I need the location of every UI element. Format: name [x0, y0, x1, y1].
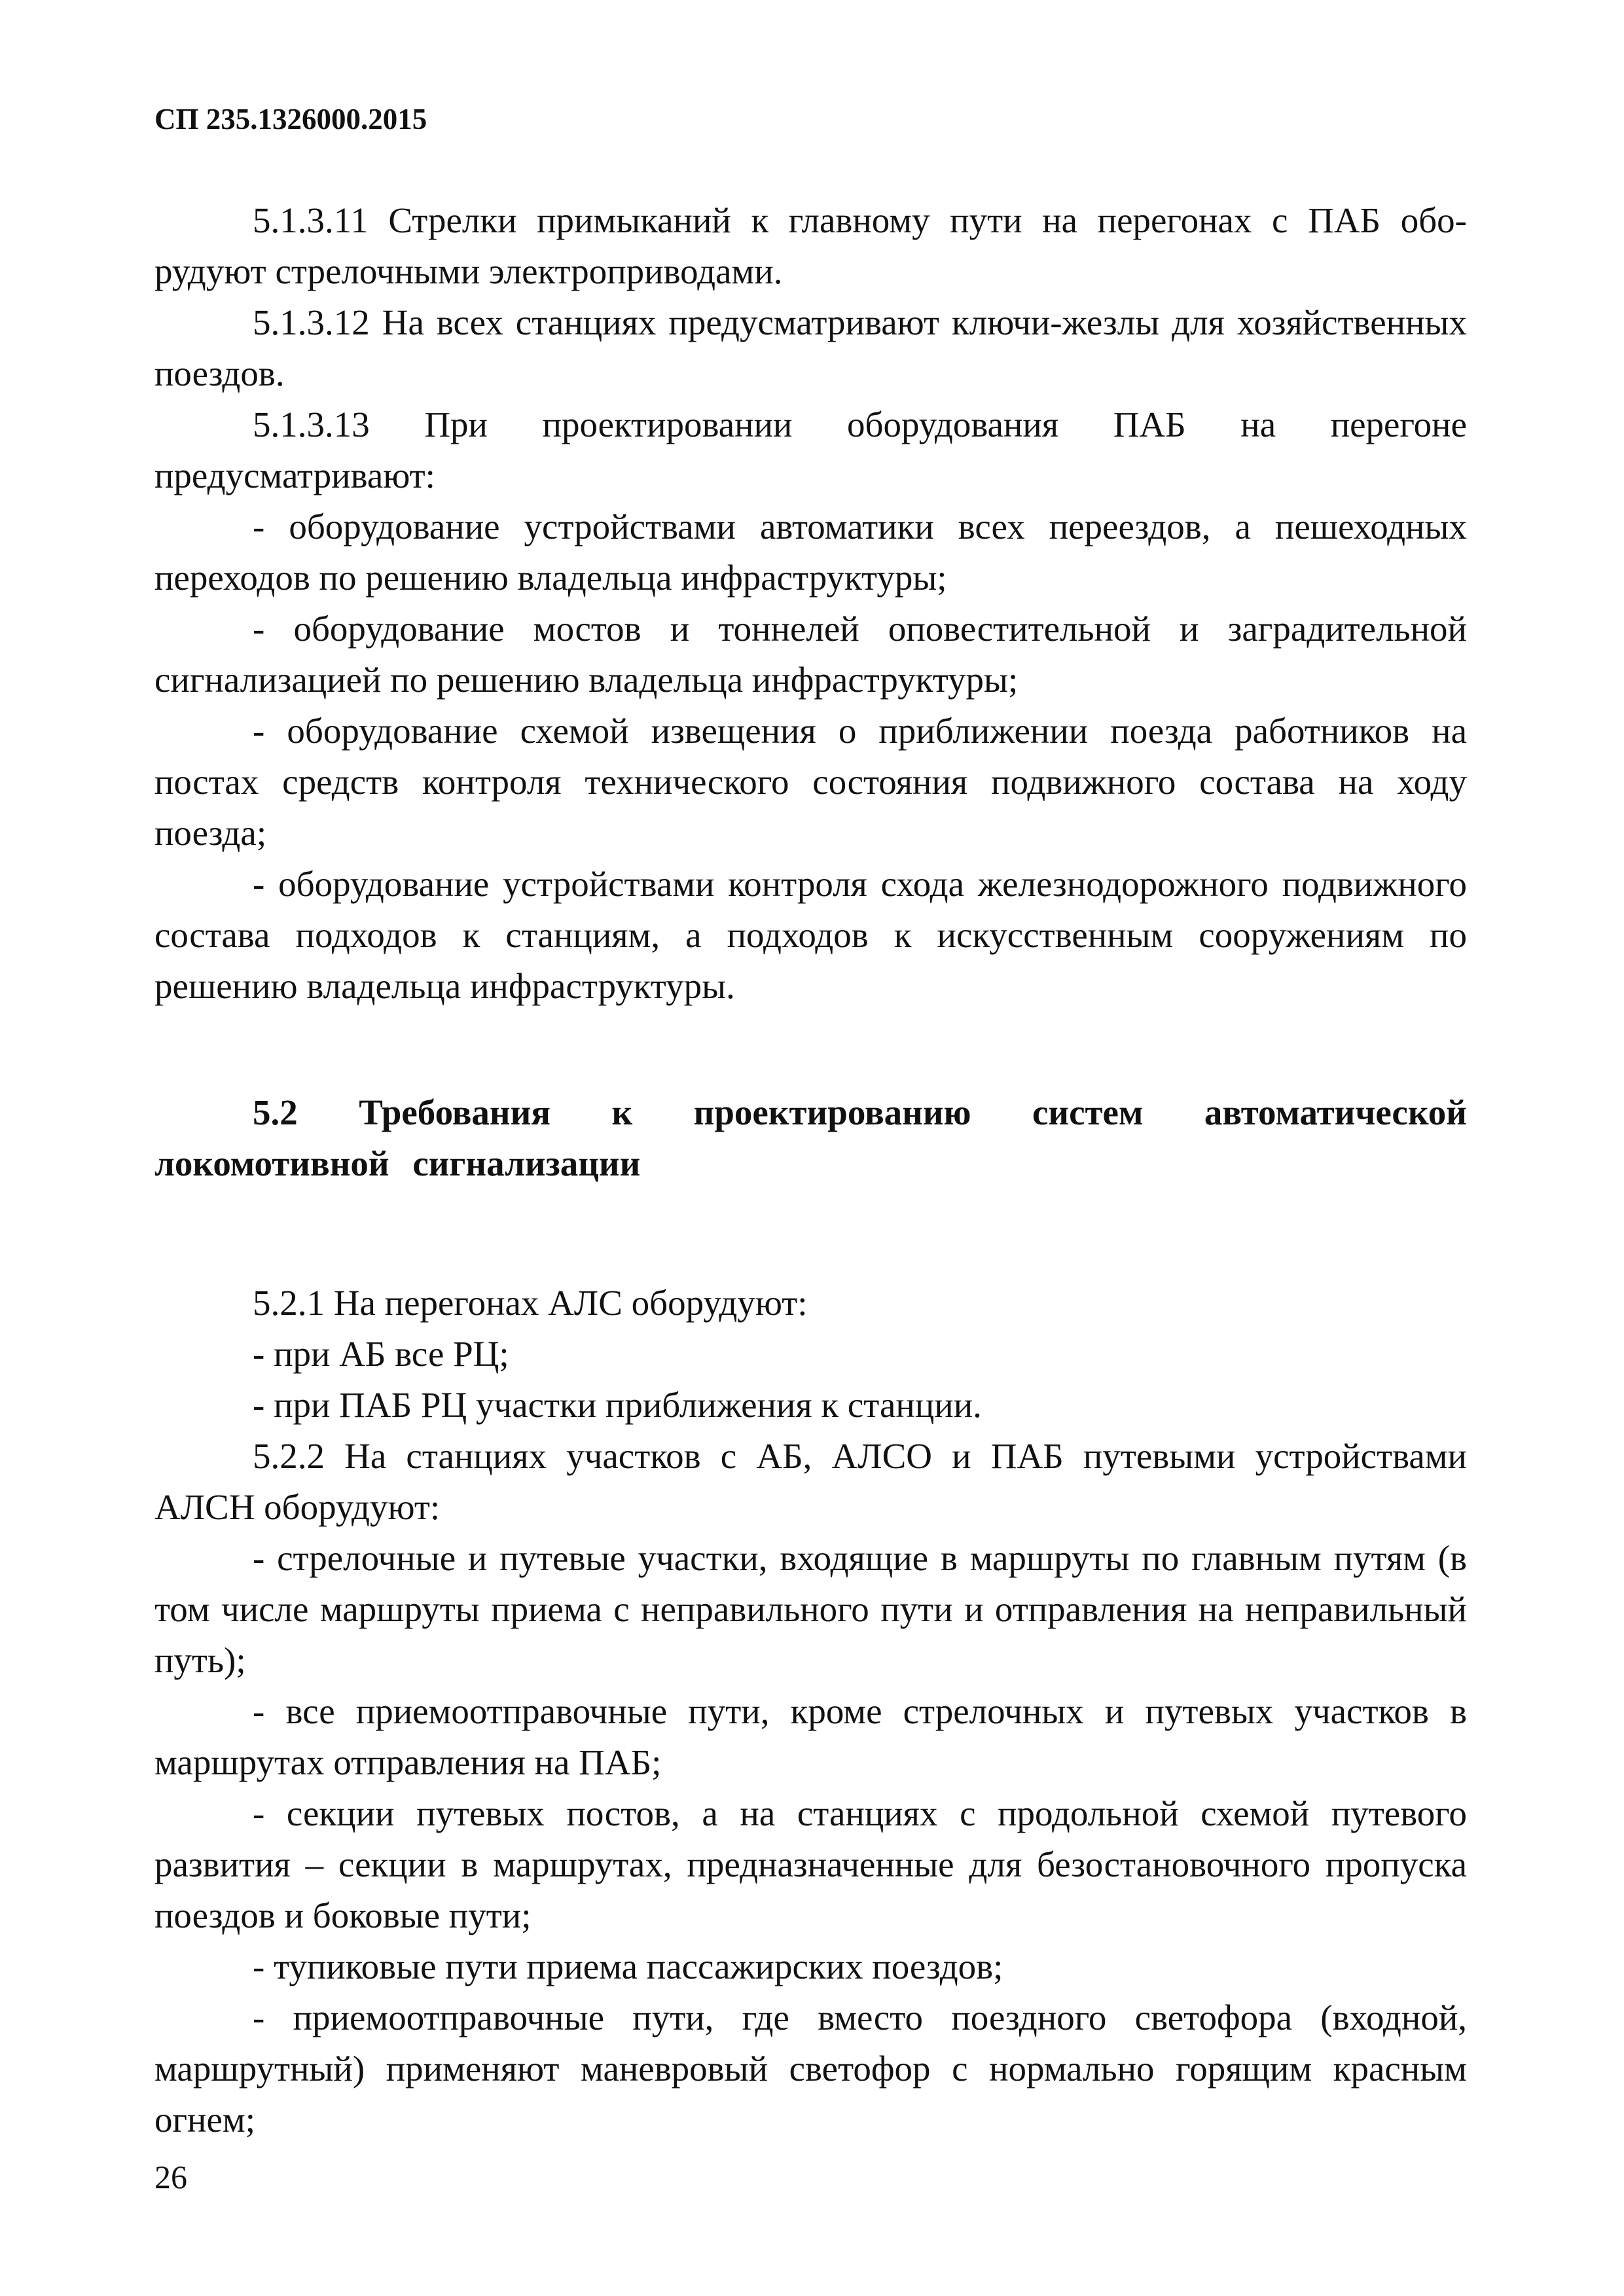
- list-item-shunting-signal-tracks: - приемоотправочные пути, где вместо поездного светофора (входной, маршрутный) применяют маневровый светофор с нормально горящим красным огнем;: [154, 1998, 1467, 2140]
- list-item-receiving-departure-tracks: - все приемоотправочные пути, кроме стрелочных и путевых участков в маршрутах отправления на ПАБ;: [154, 1691, 1467, 1782]
- list-item-pab-approach: - при ПАБ РЦ участки приближения к станции.: [253, 1385, 982, 1425]
- document-code-header: СП 235.1326000.2015: [154, 103, 427, 135]
- list-item-track-post-sections: - секции путевых постов, а на станциях с продольной схемой путевого развития – секции в маршрутах, предназначенные для безостановочного пропуска поездов и боковые пути;: [154, 1793, 1467, 1935]
- page-number: 26: [154, 2159, 187, 2195]
- paragraph-5-2-1: 5.2.1 На перегонах АЛС оборудуют:: [253, 1283, 808, 1323]
- list-item-dead-end-tracks: - тупиковые пути приема пассажирских поездов;: [253, 1946, 1003, 1986]
- list-item-switch-track-sections: - стрелочные и путевые участки, входящие в маршруты по главным путям (в том числе маршруты приема с неправильного пути и отправления на неправильный путь);: [154, 1538, 1467, 1680]
- list-item-bridges-tunnels: - оборудование мостов и тоннелей оповестительной и заградительной сигнализацией по решению владельца инфраструктуры;: [154, 609, 1467, 700]
- list-item-ab-all-rc: - при АБ все РЦ;: [253, 1334, 509, 1374]
- paragraph-5-1-3-13: 5.1.3.13 При проектировании оборудования ПАБ на перегоне предусматривают:: [154, 404, 1467, 495]
- document-body: [154, 195, 1467, 2145]
- section-heading-5-2: 5.2 Требования к проектированию систем автоматической локомотивной сигнализации: [154, 1092, 1467, 1183]
- paragraph-5-2-2: 5.2.2 На станциях участков с АБ, АЛСО и ПАБ путевыми устройствами АЛСН оборудуют:: [154, 1436, 1467, 1527]
- list-item-crossings: - оборудование устройствами автоматики всех переездов, а пешеходных переходов по решению владельца инфраструктуры;: [154, 507, 1467, 598]
- list-item-derailment-control: - оборудование устройствами контроля схода железнодорожного подвижного состава подходов к станциям, а подходов к искусственным сооружениям по решению владельца инфраструктуры.: [154, 864, 1467, 1006]
- paragraph-5-1-3-12: 5.1.3.12 На всех станциях предусматривают ключи-жезлы для хозяйственных поездов.: [154, 302, 1467, 393]
- paragraph-5-1-3-11: 5.1.3.11 Стрелки примыканий к главному пути на перегонах с ПАБ обо-рудуют стрелочными электроприводами.: [154, 200, 1467, 291]
- list-item-notification-scheme: - оборудование схемой извещения о приближении поезда работников на постах средств контроля технического состояния подвижного состава на ходу поезда;: [154, 711, 1467, 853]
